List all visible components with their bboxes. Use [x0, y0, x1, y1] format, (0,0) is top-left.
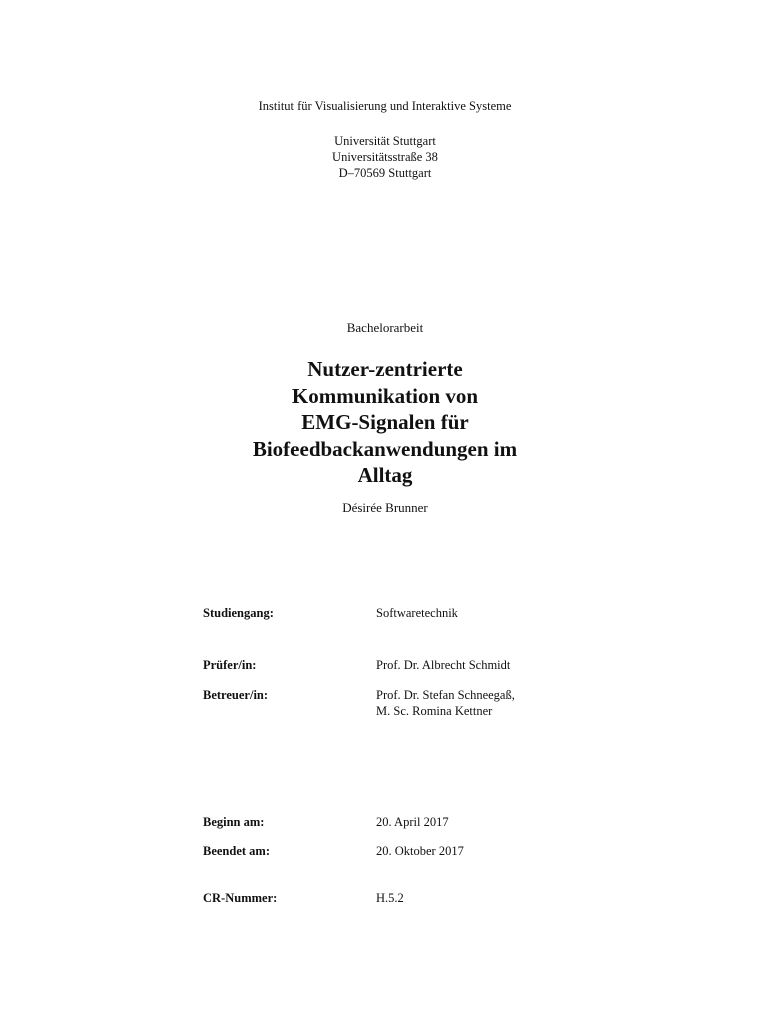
start-date-label: Beginn am: — [203, 815, 265, 829]
institute-name: Institut für Visualisierung und Interaktive Systeme — [258, 99, 512, 113]
thesis-type: Bachelorarbeit — [346, 320, 424, 335]
examiner-label: Prüfer/in: — [203, 658, 257, 672]
supervisor-row — [203, 687, 603, 719]
cr-number-label: CR-Nummer: — [203, 891, 278, 905]
study-program-label: Studiengang: — [203, 606, 274, 620]
supervisor-label: Betreuer/in: — [203, 688, 269, 702]
title-line-1: Nutzer-zentrierte — [307, 357, 463, 381]
title-line-4: Biofeedbackanwendungen im — [252, 436, 518, 461]
street-address: Universitätsstraße 38 — [332, 150, 438, 164]
cr-number-value: H.5.2 — [376, 891, 404, 905]
start-date-value: 20. April 2017 — [376, 815, 449, 829]
examiner-value: Prof. Dr. Albrecht Schmidt — [376, 658, 511, 672]
supervisor-value-1: Prof. Dr. Stefan Schneegaß, — [376, 688, 515, 702]
university-name: Universität Stuttgart — [334, 134, 436, 148]
author-name: Désirée Brunner — [342, 500, 428, 515]
city-address: D–70569 Stuttgart — [338, 166, 432, 180]
supervisor-value-2: M. Sc. Romina Kettner — [376, 704, 493, 718]
title-line-5: Alltag — [357, 463, 413, 487]
title-line-2: Kommunikation von — [291, 383, 479, 408]
study-program-value: Softwaretechnik — [376, 606, 458, 620]
end-date-value: 20. Oktober 2017 — [376, 844, 464, 858]
title-line-3: EMG-Signalen für — [301, 410, 469, 434]
end-date-label: Beendet am: — [203, 844, 270, 858]
